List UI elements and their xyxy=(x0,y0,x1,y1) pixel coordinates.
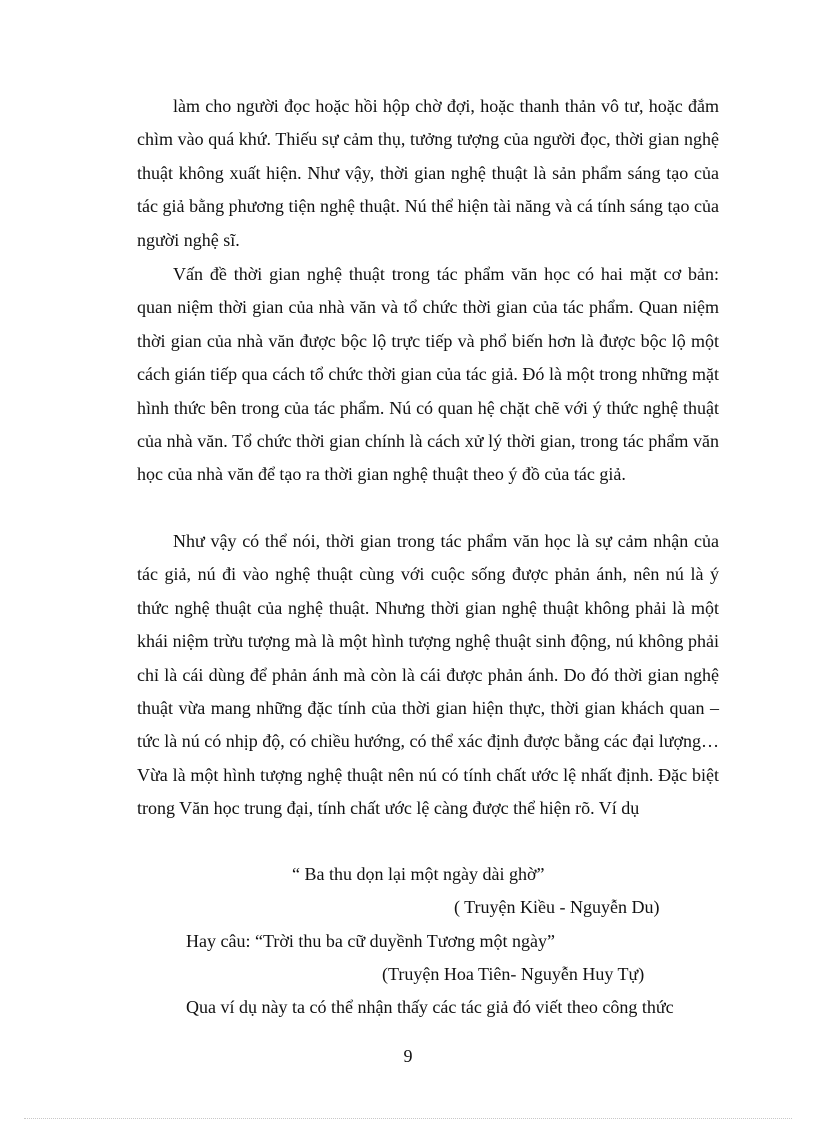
quote-source-2: (Truyện Hoa Tiên- Nguyễn Huy Tự) xyxy=(382,964,645,984)
poem-quote-1: “ Ba thu dọn lại một ngày dài ghờ” xyxy=(292,864,545,884)
paragraph-2: Vấn đề thời gian nghệ thuật trong tác phẩm văn học có hai mặt cơ bản: quan niệm thời gian của nhà văn và tổ chức thời gian của tác phẩm. Quan niệm thời gian của nhà văn được bộc lộ trực tiếp và phổ biến hơn là được bộc lộ một cách gián tiếp qua cách tổ chức thời gian của tác giả. Đó là một trong những mặt hình thức bên trong của tác phẩm. Nú có quan hệ chặt chẽ với ý thức nghệ thuật của nhà văn. Tổ chức thời gian chính là cách xử lý thời gian, trong tác phẩm văn học của nhà văn để tạo ra thời gian nghệ thuật theo ý đồ của tác giả. xyxy=(137,264,719,485)
poem-quote-2: Hay câu: “Trời thu ba cữ duyềnh Tương một ngày” xyxy=(186,931,555,951)
paragraph-3: Như vậy có thể nói, thời gian trong tác phẩm văn học là sự cảm nhận của tác giả, nú đi vào nghệ thuật cùng với cuộc sống được phản ánh, nên nú là ý thức nghệ thuật của nghệ thuật. Nhưng thời gian nghệ thuật không phải là một khái niệm trừu tượng mà là một hình tượng nghệ thuật sinh động, nú không phải chỉ là cái dùng để phản ánh mà còn là cái được phản ánh. Do đó thời gian nghệ thuật vừa mang những đặc tính của thời gian hiện thực, thời gian khách quan – tức là nú có nhịp độ, có chiều hướng, có thể xác định được bằng các đại lượng…Vừa là một hình tượng nghệ thuật nên nú có tính chất ước lệ nhất định. Đặc biệt trong Văn học trung đại, tính chất ước lệ càng được thể hiện rõ. Ví dụ xyxy=(137,531,719,819)
page-number: 9 xyxy=(403,1046,413,1066)
paragraph-1: làm cho người đọc hoặc hồi hộp chờ đợi, hoặc thanh thản vô tư, hoặc đắm chìm vào quá khứ. Thiếu sự cảm thụ, tưởng tượng của người đọc, thời gian nghệ thuật không xuất hiện. Như vậy, thời gian nghệ thuật là sản phẩm sáng tạo của tác giả bằng phương tiện nghệ thuật. Nú thể hiện tài năng và cá tính sáng tạo của người nghệ sĩ. xyxy=(137,96,719,250)
closing-line: Qua ví dụ này ta có thể nhận thấy các tác giả đó viết theo công thức xyxy=(186,997,674,1017)
bottom-divider xyxy=(24,1118,792,1119)
quote-source-1: ( Truyện Kiều - Nguyễn Du) xyxy=(454,897,660,917)
